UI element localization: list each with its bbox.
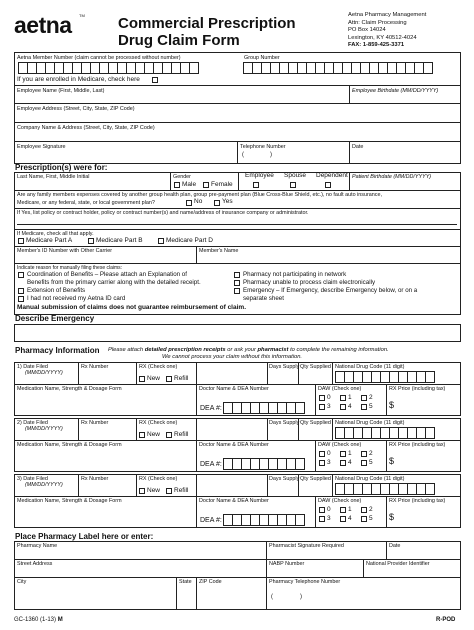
daw-1-checkbox[interactable] [340,395,346,401]
gender-label: Gender [173,174,191,180]
medication-name-label: Medication Name, Strength & Dosage Form [17,386,122,392]
other-coverage-no-label: No [194,198,203,205]
rx-new-checkbox[interactable] [139,488,145,494]
rx-number-label: Rx Number [81,364,109,370]
daw-label: DAW (Check one) [318,442,362,448]
doctor-name-label: Doctor Name & DEA Number [199,442,269,448]
male-checkbox[interactable] [174,182,180,188]
other-coverage-question-2: Medicare, or any federal, state, or local government plan? [17,200,155,206]
medication-name-label: Medication Name, Strength & Dosage Form [17,498,122,504]
rx-new-checkbox[interactable] [139,432,145,438]
days-supply-label: Days Supply [269,476,300,482]
patient-name-label: Last Name, First, Middle Initial [17,174,90,180]
daw-label: DAW (Check one) [318,386,362,392]
medicare-part-a-label: Medicare Part A [26,237,73,244]
pharmacy-info-note-2: We cannot process your claim without this information. [162,354,303,360]
ndc-label: National Drug Code (11 digit) [335,364,405,370]
daw-5-label: 5 [369,515,373,522]
qty-supplied-label: Qty Supplied [300,364,331,370]
pharmacy-label-section [14,541,461,610]
reason-extension: Extension of Benefits [27,287,86,294]
daw-3-checkbox[interactable] [319,404,325,410]
dependent-relation-checkbox[interactable] [325,182,331,188]
daw-5-label: 5 [369,403,373,410]
telephone-paren-open: ( [242,152,244,158]
reason-emergency-2: separate sheet [243,295,284,302]
address-line: PO Box 14024 [348,27,386,33]
pharmacy-not-participating-checkbox[interactable] [234,272,240,278]
r-pod-code: R-POD [436,617,456,623]
date-format-label: (MM/DD/YYYY) [25,426,63,432]
member-number-field[interactable] [18,62,198,74]
nabp-number-label: NABP Number [269,561,305,567]
rx-new-checkbox[interactable] [139,376,145,382]
other-coverage-question: Are any family members expenses covered by another group health plan, group pre-payment plan (Blue Cross-Blue Shield, etc.), no fault auto insurance, [17,192,382,198]
qty-supplied-label: Qty Supplied [300,476,331,482]
daw-2-checkbox[interactable] [361,395,367,401]
rx-refill-checkbox[interactable] [166,488,172,494]
rx-number-label: Rx Number [81,420,109,426]
rx-new-label: New [147,375,161,382]
pharmacist-signature-label: Pharmacist Signature Required [269,543,344,549]
form-title-line1: Commercial Prescription [118,15,296,32]
daw-1-label: 1 [348,394,352,401]
spouse-relation-label: Spouse [284,172,307,179]
mailing-address [348,12,426,50]
ndc-field[interactable] [335,371,434,383]
describe-emergency-field[interactable] [14,324,461,342]
medicare-part-d-checkbox[interactable] [158,238,164,244]
daw-2-label: 2 [369,506,373,513]
rx-number-label: Rx Number [81,476,109,482]
other-coverage-yes-label: Yes [222,198,233,205]
spouse-relation-checkbox[interactable] [290,182,296,188]
dollar-sign: $ [389,512,395,522]
other-carrier-member-name-label: Member's Name [199,248,239,254]
qty-supplied-label: Qty Supplied [300,420,331,426]
date-filed-label: 1) Date Filed [17,364,48,370]
describe-emergency-title: Describe Emergency [15,314,95,323]
npi-label: National Provider Identifier [366,561,430,567]
medicare-enrolled-label: If you are enrolled in Medicare, check here [17,76,140,83]
daw-0-checkbox[interactable] [319,507,325,513]
dollar-sign: $ [389,456,395,466]
medicare-part-d-label: Medicare Part D [166,237,213,244]
pharmacy-name-label: Pharmacy Name [17,543,58,549]
policy-holder-line[interactable] [17,224,457,225]
doctor-name-label: Doctor Name & DEA Number [199,386,269,392]
medication-name-label: Medication Name, Strength & Dosage Form [17,442,122,448]
pharmacy-telephone-paren-open: ( [271,594,273,600]
rx-refill-checkbox[interactable] [166,376,172,382]
rx-price-label: RX Price (including tax) [389,386,446,392]
date-format-label: (MM/DD/YYYY) [25,482,63,488]
daw-1-checkbox[interactable] [340,451,346,457]
reason-emergency: Emergency – If Emergency, describe Emergency below, or on a [243,287,418,294]
telephone-paren-close: ) [270,152,272,158]
ndc-label: National Drug Code (11 digit) [335,476,405,482]
other-coverage-no-checkbox[interactable] [186,200,192,206]
dea-label: DEA #: [200,461,222,468]
daw-3-checkbox[interactable] [319,460,325,466]
manual-submission-note: Manual submission of claims does not guarantee reimbursement of claim. [17,304,246,311]
prescriptions-section-title: Prescription(s) were for: [15,163,108,172]
rx-refill-label: Refill [174,487,189,494]
group-number-field[interactable] [243,62,432,74]
daw-4-label: 4 [348,459,352,466]
pharmacy-label-title: Place Pharmacy Label here or enter: [15,532,154,541]
pharmacy-unable-checkbox[interactable] [234,280,240,286]
medicare-part-a-checkbox[interactable] [18,238,24,244]
address-line: Attn: Claim Processing [348,19,407,26]
reason-unable: Pharmacy unable to process claim electronically [243,279,376,286]
rx-new-label: New [147,487,161,494]
extension-of-benefits-checkbox[interactable] [18,288,24,294]
employee-relation-checkbox[interactable] [253,182,259,188]
days-supply-label: Days Supply [269,364,300,370]
medicare-enrolled-checkbox[interactable] [152,77,158,83]
emergency-checkbox[interactable] [234,288,240,294]
daw-0-checkbox[interactable] [319,451,325,457]
daw-5-checkbox[interactable] [361,516,367,522]
employee-signature-label: Employee Signature [17,144,66,150]
daw-0-label: 0 [327,394,331,401]
rx-price-label: RX Price (including tax) [389,442,446,448]
ndc-field[interactable] [335,427,434,439]
daw-5-label: 5 [369,459,373,466]
dea-label: DEA #: [200,405,222,412]
other-coverage-yes-checkbox[interactable] [214,200,220,206]
pharmacy-telephone-paren-close: ) [300,594,302,600]
daw-0-checkbox[interactable] [319,395,325,401]
trademark-icon: TM [79,13,85,18]
address-line: Lexington, KY 40512-4024 [348,34,417,41]
medicare-part-b-checkbox[interactable] [88,238,94,244]
dea-field[interactable] [223,514,304,526]
aetna-logo: aetna [14,12,72,38]
reason-coordination-2: Benefits from the primary carrier along with the detailed receipt. [27,279,201,286]
form-title-line2: Drug Claim Form [118,32,240,49]
female-label: Female [211,181,233,188]
city-label: City [17,579,27,585]
telephone-label: Telephone Number [240,144,286,150]
employee-name-label: Employee Name (First, Middle, Last) [17,88,105,94]
medicare-check-all-label: If Medicare, check all that apply. [17,231,94,237]
days-supply-label: Days Supply [269,420,300,426]
employee-relation-label: Employee [245,172,274,179]
fax-number: FAX: 1-859-425-3371 [348,42,405,48]
date-format-label: (MM/DD/YYYY) [25,370,63,376]
reason-label: Indicate reason for manually filing these claims: [17,265,123,271]
form-code: GC-1360 (1-13) M [14,617,63,623]
daw-label: DAW (Check one) [318,498,362,504]
ndc-field[interactable] [335,483,434,495]
street-address-label: Street Address [17,561,53,567]
no-id-card-checkbox[interactable] [18,296,24,302]
ndc-label: National Drug Code (11 digit) [335,420,405,426]
coordination-of-benefits-checkbox[interactable] [18,272,24,278]
daw-4-checkbox[interactable] [340,460,346,466]
reason-no-id-card: I had not received my Aetna ID card [27,295,126,302]
daw-1-checkbox[interactable] [340,507,346,513]
date-filed-label: 2) Date Filed [17,420,48,426]
reason-not-participating: Pharmacy not participating in network [243,271,347,278]
daw-5-checkbox[interactable] [361,460,367,466]
rx-check-label: RX (Check one) [139,476,178,482]
pharmacy-info-note: Please attach detailed prescription receipts or ask your pharmacist to complete the remaining information. [108,347,389,353]
rx-check-label: RX (Check one) [139,420,178,426]
daw-0-label: 0 [327,450,331,457]
member-number-label: Aetna Member Number (claim cannot be processed without number) [17,55,181,61]
employee-address-label: Employee Address (Street, City, State, ZIP Code) [17,106,135,112]
dea-field[interactable] [223,458,304,470]
patient-birthdate-label: Patient Birthdate (MM/DD/YYYY) [352,174,432,180]
rx-refill-checkbox[interactable] [166,432,172,438]
daw-4-checkbox[interactable] [340,516,346,522]
daw-3-label: 3 [327,403,331,410]
daw-2-label: 2 [369,394,373,401]
male-label: Male [182,181,197,188]
date-label: Date [352,144,364,150]
daw-2-checkbox[interactable] [361,507,367,513]
daw-3-label: 3 [327,459,331,466]
dea-label: DEA #: [200,517,222,524]
daw-0-label: 0 [327,506,331,513]
doctor-name-label: Doctor Name & DEA Number [199,498,269,504]
company-name-label: Company Name & Address (Street, City, State, ZIP Code) [17,125,155,131]
pharmacy-telephone-label: Pharmacy Telephone Number [269,579,341,585]
daw-2-checkbox[interactable] [361,451,367,457]
medicare-part-b-label: Medicare Part B [96,237,143,244]
daw-5-checkbox[interactable] [361,404,367,410]
rx-check-label: RX (Check one) [139,364,178,370]
date-filed-label: 3) Date Filed [17,476,48,482]
female-checkbox[interactable] [203,182,209,188]
group-number-label: Group Number [244,55,280,61]
employee-birthdate-label: Employee Birthdate (MM/DD/YYYY) [352,88,439,94]
dollar-sign: $ [389,400,395,410]
rx-refill-label: Refill [174,375,189,382]
dea-field[interactable] [223,402,304,414]
daw-1-label: 1 [348,506,352,513]
daw-3-label: 3 [327,515,331,522]
rx-new-label: New [147,431,161,438]
dependent-relation-label: Dependent [316,172,348,179]
daw-4-checkbox[interactable] [340,404,346,410]
state-label: State [179,579,192,585]
daw-4-label: 4 [348,403,352,410]
pharmacy-date-label: Date [389,543,401,549]
daw-4-label: 4 [348,515,352,522]
reason-coordination: Coordination of Benefits – Please attach an Explanation of [27,271,187,278]
pharmacy-info-title: Pharmacy Information [15,346,100,355]
address-line: Aetna Pharmacy Management [348,12,427,18]
rx-price-label: RX Price (including tax) [389,498,446,504]
daw-3-checkbox[interactable] [319,516,325,522]
policy-holder-label: If Yes, list policy or contract holder, policy or contract number(s) and name/address of insurance company or administrator. [17,210,309,216]
zip-code-label: ZIP Code [199,579,222,585]
other-carrier-id-label: Member's ID Number with Other Carrier [17,248,113,254]
daw-2-label: 2 [369,450,373,457]
daw-1-label: 1 [348,450,352,457]
rx-refill-label: Refill [174,431,189,438]
